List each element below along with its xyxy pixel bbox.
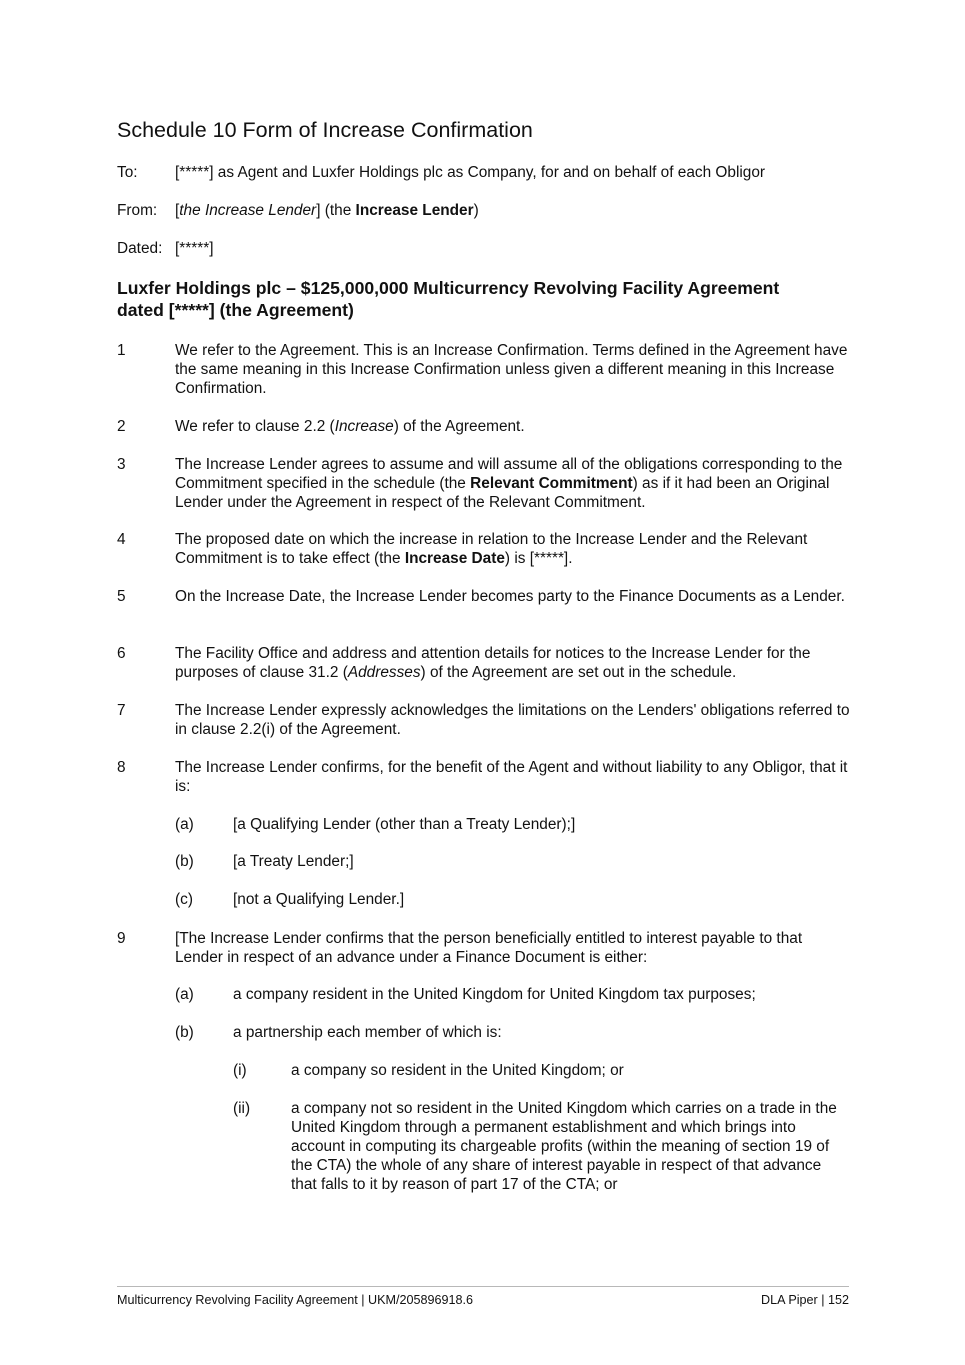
clause-text: We refer to the Agreement. This is an Increase Confirmation. Terms defined in the Agreement have the same meaning in this Increase Confirmation unless given a different meaning in this Increase Confirmation. xyxy=(175,342,848,397)
clause-number: 5 xyxy=(117,588,126,605)
clause-text: The proposed date on which the increase in relation to the Increase Lender and the Relevant Commitment is to take effect (the Increase Date) is [*****]. xyxy=(175,531,808,567)
clause-text: On the Increase Date, the Increase Lender becomes party to the Finance Documents as a Lender. xyxy=(175,588,845,605)
paragraph-text: [a Treaty Lender;] xyxy=(233,853,354,870)
subparagraph-number: (ii) xyxy=(233,1100,251,1117)
footer-document-ref: Multicurrency Revolving Facility Agreement | UKM/205896918.6 xyxy=(117,1293,474,1307)
paragraph-number: (c) xyxy=(175,891,193,908)
from-value: [the Increase Lender] (the Increase Lender) xyxy=(175,202,479,219)
clause-number: 1 xyxy=(117,342,126,359)
footer-divider xyxy=(117,1286,849,1287)
subparagraph-text: a company not so resident in the United Kingdom which carries on a trade in the United Kingdom through a permanent establishment and which brings into account in computing its chargeable profits (within the meaning of section 19 of the CTA) the whole of any share of interest payable in respect of that advance that falls to it by reason of part 17 of the CTA; or xyxy=(291,1100,837,1193)
to-value: [*****] as Agent and Luxfer Holdings plc as Company, for and on behalf of each Obligor xyxy=(175,164,766,181)
paragraph-number: (b) xyxy=(175,1024,194,1041)
clause-text: The Increase Lender agrees to assume and will assume all of the obligations corresponding to the Commitment specified in the schedule (the Relevant Commitment) as if it had been an Original Lender under the Agreement in respect of the Relevant Commitment. xyxy=(175,456,843,511)
clause-number: 7 xyxy=(117,702,126,719)
clause-text: The Facility Office and address and attention details for notices to the Increase Lender for the purposes of clause 31.2 (Addresses) of the Agreement are set out in the schedule. xyxy=(175,645,811,681)
dated-label: Dated: xyxy=(117,240,163,257)
subparagraph-text: a company so resident in the United Kingdom; or xyxy=(291,1062,624,1079)
clause-number: 2 xyxy=(117,418,126,435)
paragraph-number: (b) xyxy=(175,853,194,870)
paragraph-text: a partnership each member of which is: xyxy=(233,1024,502,1041)
to-label: To: xyxy=(117,164,138,181)
dated-value: [*****] xyxy=(175,240,214,257)
paragraph-text: a company resident in the United Kingdom for United Kingdom tax purposes; xyxy=(233,986,756,1003)
paragraph-number: (a) xyxy=(175,986,194,1003)
footer-page-number: DLA Piper | 152 xyxy=(761,1293,849,1307)
agreement-heading: Luxfer Holdings plc – $125,000,000 Multicurrency Revolving Facility Agreement dated [*****] (the Agreement) xyxy=(117,278,780,320)
paragraph-text: [a Qualifying Lender (other than a Treaty Lender);] xyxy=(233,816,576,833)
clause-text: The Increase Lender expressly acknowledges the limitations on the Lenders' obligations referred to in clause 2.2(i) of the Agreement. xyxy=(175,702,850,738)
subparagraph-number: (i) xyxy=(233,1062,247,1079)
from-label: From: xyxy=(117,202,158,219)
clause-number: 8 xyxy=(117,759,126,776)
paragraph-number: (a) xyxy=(175,816,194,833)
clause-text: The Increase Lender confirms, for the benefit of the Agent and without liability to any Obligor, that it is: xyxy=(175,759,848,795)
clause-number: 6 xyxy=(117,645,126,662)
clause-number: 4 xyxy=(117,531,126,548)
clause-number: 9 xyxy=(117,930,126,947)
clause-text: [The Increase Lender confirms that the person beneficially entitled to interest payable to that Lender in respect of an advance under a Finance Document is either: xyxy=(175,930,803,966)
paragraph-text: [not a Qualifying Lender.] xyxy=(233,891,405,908)
clause-number: 3 xyxy=(117,456,126,473)
page-title: Schedule 10 Form of Increase Confirmation xyxy=(117,118,533,142)
clause-text: We refer to clause 2.2 (Increase) of the Agreement. xyxy=(175,418,525,435)
